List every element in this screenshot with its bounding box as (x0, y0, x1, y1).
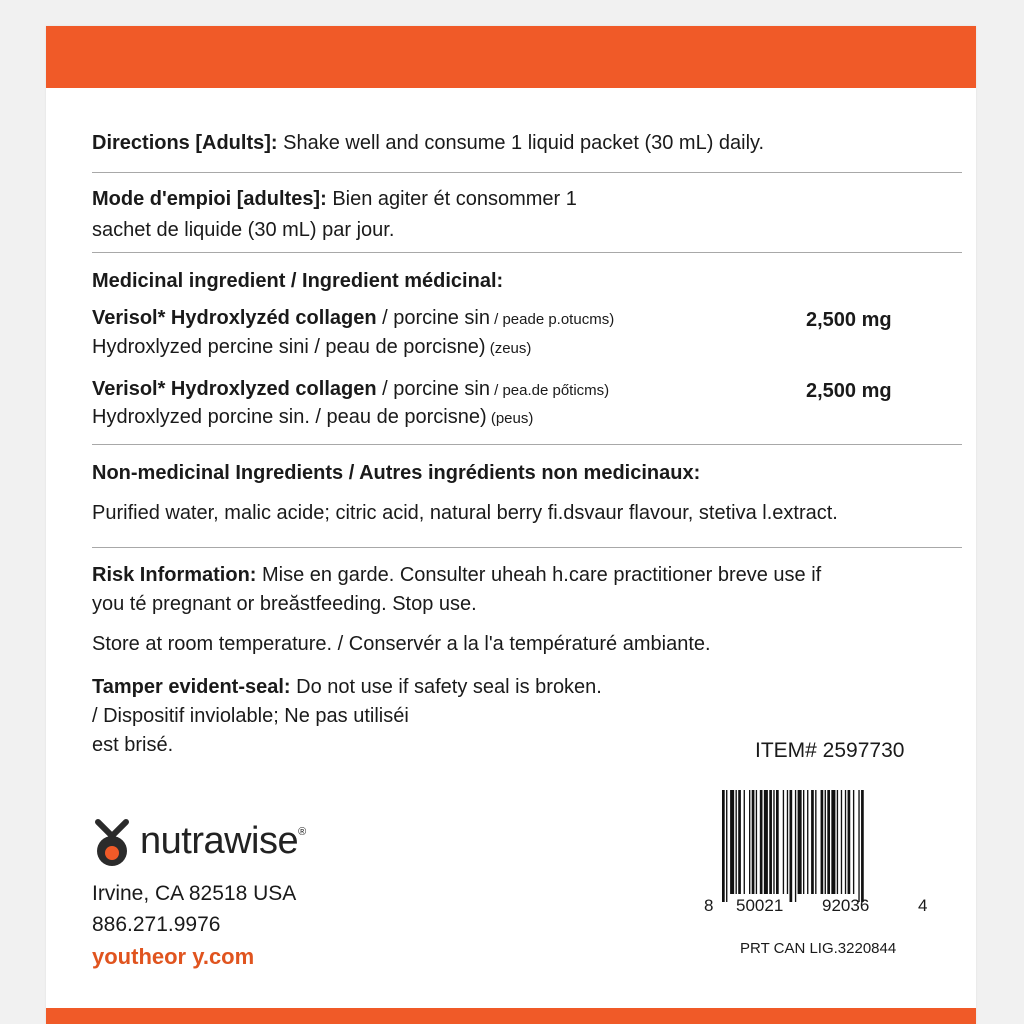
nonmedicinal-text: Purified water, malic acide; citric acid, natural berry fi.dsvaur flavour, stetiva l.extract. (92, 502, 838, 524)
barcode-bar (730, 790, 734, 894)
barcode-bar (744, 790, 745, 894)
ingredient-1-sub-text: Hydroxlyzed percine sini / peau de porcisne) (92, 336, 486, 358)
ingredient-2-line (92, 377, 609, 403)
barcode-group-1: 50021 (736, 896, 784, 915)
barcode-bar (764, 790, 768, 894)
mode-label: Mode d'empioi [adultes]: (92, 188, 327, 210)
storage-text: Store at room temperature. / Conservér a la l'a températuré ambiante. (92, 633, 711, 655)
barcode-bar (825, 790, 826, 894)
barcode (722, 790, 912, 902)
barcode-bar (821, 790, 824, 894)
brand-text: nutrawise (140, 820, 299, 862)
divider (92, 172, 962, 173)
barcode-bar (736, 790, 737, 894)
barcode-bar (760, 790, 763, 894)
barcode-bar (787, 790, 788, 894)
barcode-bar (738, 790, 741, 894)
barcode-bar (722, 790, 725, 902)
barcode-bar (861, 790, 864, 902)
barcode-group-2: 92036 (822, 896, 870, 915)
bottom-orange-band (46, 1008, 976, 1024)
registered-mark: ® (298, 826, 306, 838)
address: Irvine, CA 82518 USA (92, 882, 297, 905)
barcode-bar (831, 790, 835, 894)
risk-text-1: Mise en garde. Consulter uheah h.care practitioner breve use if (256, 564, 822, 586)
ingredient-2-rest: / porcine sin (376, 378, 490, 400)
tamper-line-1 (92, 675, 602, 699)
barcode-right-digit: 4 (918, 896, 928, 915)
barcode-bar (769, 790, 772, 894)
brand-name (140, 820, 306, 863)
directions-label: Directions [Adults]: (92, 132, 278, 154)
risk-line-1 (92, 563, 821, 587)
barcode-bar (752, 790, 755, 894)
tamper-line-3: est brisé. (92, 734, 174, 756)
phone: 886.271.9976 (92, 913, 221, 936)
divider (92, 547, 962, 548)
mode-text-1: Bien agiter ét consommer 1 (326, 188, 577, 210)
ingredient-1-name: Verisol* Hydroxlyzéd collagen (92, 307, 377, 329)
barcode-bar (858, 790, 859, 902)
barcode-bar (790, 790, 793, 902)
barcode-bar (848, 790, 851, 894)
risk-line-2: you té pregnant or breăstfeeding. Stop use. (92, 593, 477, 615)
tamper-text-1: Do not use if safety seal is broken. (290, 676, 602, 698)
ingredient-1-line (92, 306, 614, 332)
barcode-bar (841, 790, 842, 894)
ingredient-1-sub-small: (zeus) (485, 340, 532, 357)
ingredient-1-sub (92, 335, 531, 361)
ingredient-2-name: Verisol* Hydroxlyzed collagen (92, 378, 377, 400)
barcode-bar (827, 790, 830, 894)
ingredient-1-amount: 2,500 mg (806, 309, 892, 331)
mode-line-1 (92, 187, 577, 211)
ingredient-2-sub-small: (peus) (486, 410, 534, 427)
barcode-bar (773, 790, 774, 894)
barcode-bar (811, 790, 814, 894)
ingredient-2-small: / pea.de pőticms) (489, 382, 610, 399)
medicinal-heading: Medicinal ingredient / Ingredient médicinal: (92, 270, 504, 292)
risk-label: Risk Information: (92, 564, 257, 586)
tamper-line-2: / Dispositif inviolable; Ne pas utiliséi (92, 705, 409, 727)
ingredient-2-sub-text: Hydroxlyzed porcine sin. / peau de porcisne) (92, 406, 487, 428)
top-orange-band (46, 26, 976, 88)
divider (92, 444, 962, 445)
print-code: PRT CAN LIG.3220844 (740, 940, 897, 957)
barcode-bar (795, 790, 796, 902)
barcode-bar (776, 790, 779, 894)
ingredient-1-rest: / porcine sin (376, 307, 490, 329)
barcode-bar (853, 790, 854, 894)
ingredient-2-amount: 2,500 mg (806, 380, 892, 402)
ingredient-2-sub (92, 405, 533, 431)
barcode-bar (756, 790, 757, 894)
website-link[interactable]: youtheor y.com (92, 944, 255, 969)
barcode-left-digit: 8 (704, 896, 714, 915)
directions-text: Shake well and consume 1 liquid packet (30 mL) daily. (277, 132, 765, 154)
nonmedicinal-heading: Non-medicinal Ingredients / Autres ingrédients non medicinaux: (92, 462, 701, 484)
ingredient-1-small: / peade p.otucms) (489, 311, 615, 328)
barcode-bar (837, 790, 838, 894)
mode-line-2: sachet de liquide (30 mL) par jour. (92, 219, 395, 241)
barcode-bar (803, 790, 804, 894)
barcode-bar (815, 790, 816, 894)
barcode-bar (798, 790, 802, 894)
barcode-bar (726, 790, 727, 902)
barcode-bar (749, 790, 750, 894)
barcode-bar (783, 790, 784, 894)
directions-line (92, 131, 764, 155)
barcode-bar (807, 790, 808, 894)
barcode-bar (845, 790, 846, 894)
nutrawise-logo-icon (90, 818, 134, 870)
tamper-label: Tamper evident-seal: (92, 676, 291, 698)
item-number: ITEM# 2597730 (755, 739, 905, 762)
divider (92, 252, 962, 253)
